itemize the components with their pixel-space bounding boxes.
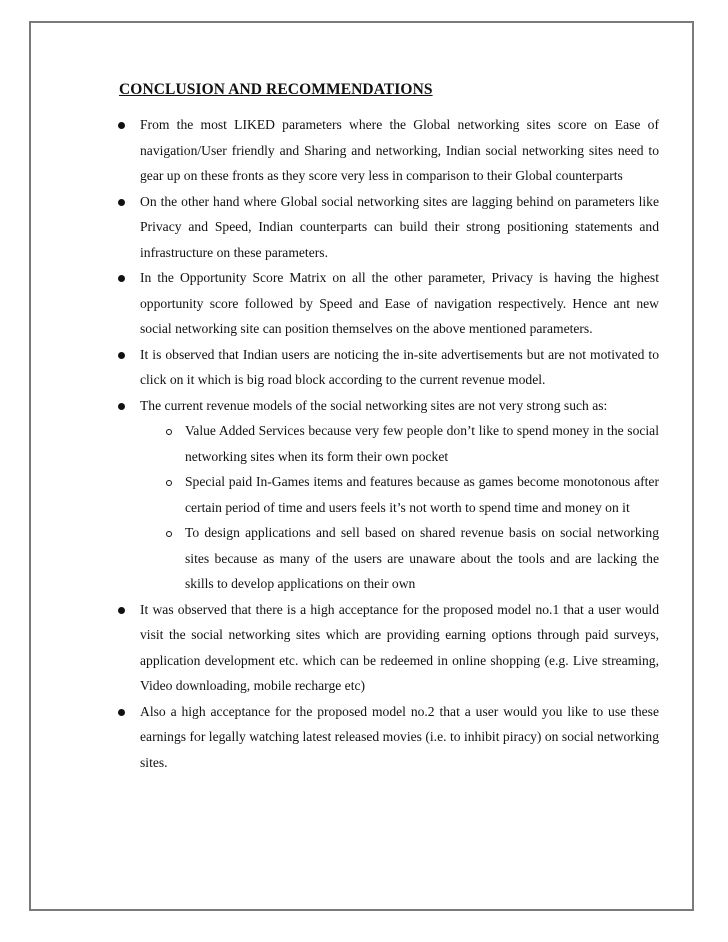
bullet-icon bbox=[118, 607, 125, 614]
bullet-text: It is observed that Indian users are noticing the in-site advertisements but are not motivated to click on it which is big road block according to the current revenue model. bbox=[140, 346, 659, 387]
sub-bullet-text: To design applications and sell based on shared revenue basis on social networking sites because as many of the users are unaware about the tools and are lacking the skills to develop applications on their own bbox=[185, 525, 659, 591]
list-item bbox=[119, 265, 659, 342]
list-item bbox=[119, 393, 659, 597]
sub-bullet-text: Special paid In-Games items and features because as games become monotonous after certain period of time and users feels it’s not worth to spend time and money on it bbox=[185, 474, 659, 515]
bullet-list bbox=[119, 112, 659, 775]
list-item bbox=[119, 699, 659, 776]
bullet-icon bbox=[118, 122, 125, 129]
bullet-text: It was observed that there is a high acceptance for the proposed model no.1 that a user would visit the social networking sites which are providing earning options through paid surveys, application development etc. which can be redeemed in online shopping (e.g. Live streaming, Video downloading, mobile recharge etc) bbox=[140, 601, 659, 693]
sub-bullet-text: Value Added Services because very few people don’t like to spend money in the social networking sites when its form their own pocket bbox=[185, 423, 659, 464]
bullet-text: From the most LIKED parameters where the Global networking sites score on Ease of navigation/User friendly and Sharing and networking, Indian social networking sites need to gear up on these fronts as they score very less in comparison to their Global counterparts bbox=[140, 117, 659, 183]
section-title: CONCLUSION AND RECOMMENDATIONS bbox=[119, 81, 433, 98]
bullet-text: In the Opportunity Score Matrix on all the other parameter, Privacy is having the highest opportunity score followed by Speed and Ease of navigation respectively. Hence ant new social networking site can position themselves on the above mentioned parameters. bbox=[140, 270, 659, 336]
list-item bbox=[119, 189, 659, 266]
bullet-text: The current revenue models of the social networking sites are not very strong such as: bbox=[140, 397, 608, 413]
bullet-icon bbox=[118, 199, 125, 206]
hollow-bullet-icon bbox=[166, 429, 172, 435]
list-item bbox=[119, 112, 659, 189]
list-item bbox=[119, 597, 659, 699]
sub-list-item bbox=[140, 418, 659, 469]
bullet-icon bbox=[118, 709, 125, 716]
bullet-icon bbox=[118, 275, 125, 282]
hollow-bullet-icon bbox=[166, 480, 172, 486]
bullet-text: Also a high acceptance for the proposed model no.2 that a user would you like to use these earnings for legally watching latest released movies (i.e. to inhibit piracy) on social networking sites. bbox=[140, 703, 659, 770]
bullet-icon bbox=[118, 403, 125, 410]
sub-list-item bbox=[140, 469, 659, 520]
sub-bullet-list bbox=[140, 418, 659, 597]
document-body bbox=[119, 79, 659, 775]
hollow-bullet-icon bbox=[166, 531, 172, 537]
bullet-icon bbox=[118, 352, 125, 359]
sub-list-item bbox=[140, 520, 659, 597]
bullet-text: On the other hand where Global social networking sites are lagging behind on parameters like Privacy and Speed, Indian counterparts can build their strong positioning statements and infrastructure on these parameters. bbox=[140, 193, 659, 260]
list-item bbox=[119, 342, 659, 393]
